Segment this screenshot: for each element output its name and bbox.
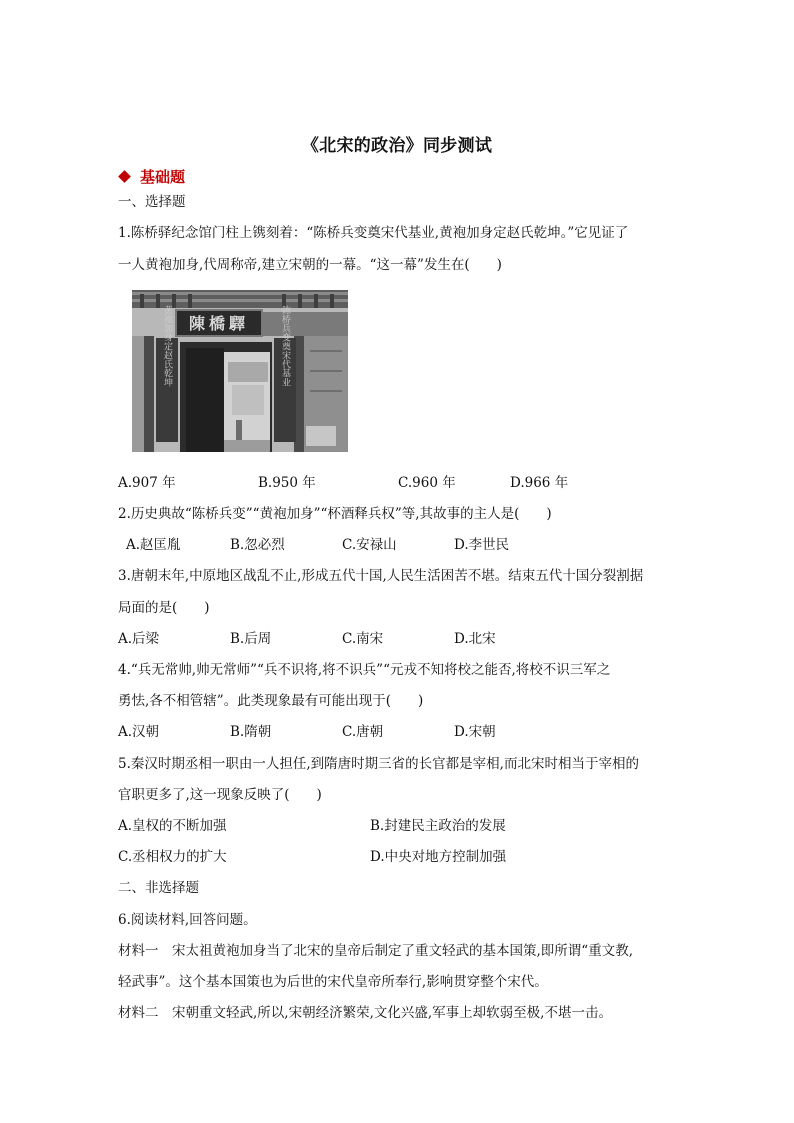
q3-stem-line1: 3.唐朝末年,中原地区战乱不止,形成五代十国,人民生活困苦不堪。结束五代十国分裂割据 <box>118 568 644 584</box>
q4-stem-line1: 4.“兵无常帅,帅无常师”“兵不识将,将不识兵”“元戎不知将校之能否,将校不识三军之 <box>118 662 611 678</box>
q5-option-a[interactable]: A.皇权的不断加强 <box>118 818 227 834</box>
q2-options <box>118 536 678 554</box>
q3-option-d[interactable]: D.北宋 <box>454 631 496 647</box>
q5-stem-line1: 5.秦汉时期丞相一职由一人担任,到隋唐时期三省的长官都是宰相,而北宋时相当于宰相的 <box>118 756 639 772</box>
q5-option-b[interactable]: B.封建民主政治的发展 <box>370 818 506 834</box>
q2-option-d[interactable]: D.李世民 <box>454 537 510 553</box>
q1-option-c[interactable]: C.960 年 <box>398 475 456 491</box>
q1-option-d[interactable]: D.966 年 <box>510 475 569 491</box>
photo-plaque-text: 陳橋驛 <box>188 314 250 333</box>
photo-couplet-left: 黄袍加身定赵氏乾坤 <box>162 305 172 387</box>
q5-options-row2 <box>118 848 678 866</box>
q2-option-a[interactable]: A.赵匡胤 <box>126 537 181 553</box>
q1-option-b[interactable]: B.950 年 <box>258 475 316 491</box>
q3-option-c[interactable]: C.南宋 <box>342 631 384 647</box>
q1-stem-line1: 1.陈桥驿纪念馆门柱上镌刻着：“陈桥兵变奠宋代基业,黄袍加身定赵氏乾坤。”它见证了 <box>118 225 629 241</box>
photo-couplet-right: 陈桥兵变奠宋代基业 <box>280 305 290 387</box>
q3-stem-line2: 局面的是( ) <box>118 600 210 616</box>
q1-stem-line2: 一人黄袍加身,代周称帝,建立宋朝的一幕。“这一幕”发生在( ) <box>118 257 502 273</box>
q4-option-c[interactable]: C.唐朝 <box>342 724 384 740</box>
q2-option-b[interactable]: B.忽必烈 <box>230 537 285 553</box>
q3-options <box>118 630 678 648</box>
diamond-bullet-icon <box>118 170 131 183</box>
q4-option-b[interactable]: B.隋朝 <box>230 724 272 740</box>
q4-options <box>118 723 678 741</box>
q5-option-c[interactable]: C.丞相权力的扩大 <box>118 849 227 865</box>
section-heading <box>120 165 185 187</box>
q3-option-b[interactable]: B.后周 <box>230 631 272 647</box>
q4-option-d[interactable]: D.宋朝 <box>454 724 496 740</box>
q5-option-d[interactable]: D.中央对地方控制加强 <box>370 849 507 865</box>
q5-options-row1 <box>118 817 678 835</box>
q1-options <box>118 474 678 492</box>
q3-option-a[interactable]: A.后梁 <box>118 631 160 647</box>
q6-material1-line2: 轻武事”。这个基本国策也为后世的宋代皇帝所奉行,影响贯穿整个宋代。 <box>118 974 548 990</box>
part2-heading: 二、非选择题 <box>118 880 199 896</box>
q5-stem-line2: 官职更多了,这一现象反映了( ) <box>118 787 322 803</box>
q4-option-a[interactable]: A.汉朝 <box>118 724 160 740</box>
q2-stem-line1: 2.历史典故“陈桥兵变”“黄袍加身”“杯酒释兵权”等,其故事的主人是( ) <box>118 506 552 522</box>
q4-stem-line2: 勇怯,各不相管辖”。此类现象最有可能出现于( ) <box>118 693 424 709</box>
page-title: 《北宋的政治》同步测试 <box>301 136 493 156</box>
section-heading-label: 基础题 <box>140 167 186 186</box>
q6-stem: 6.阅读材料,回答问题。 <box>118 912 257 928</box>
q2-option-c[interactable]: C.安禄山 <box>342 537 397 553</box>
q1-option-a[interactable]: A.907 年 <box>118 475 176 491</box>
part1-heading: 一、选择题 <box>118 194 186 210</box>
chenqiao-station-photo <box>132 290 348 452</box>
q6-material2-line1: 材料二 宋朝重文轻武,所以,宋朝经济繁荣,文化兴盛,军事上却软弱至极,不堪一击。 <box>118 1005 612 1021</box>
q6-material1-line1: 材料一 宋太祖黄袍加身当了北宋的皇帝后制定了重文轻武的基本国策,即所谓“重文教, <box>118 943 633 959</box>
